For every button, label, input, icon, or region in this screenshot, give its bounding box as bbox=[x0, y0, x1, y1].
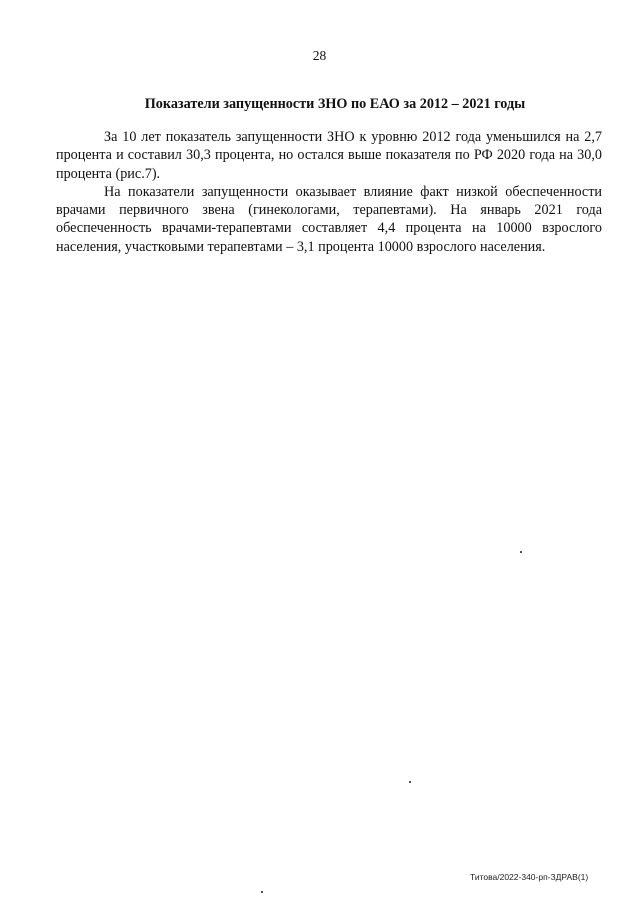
paragraph-2: На показатели запущенности оказывает влияние факт низкой обеспеченности врачами первичного звена (гинекологами, терапевтами). На январь 2021 года обеспеченность врачами-терапевтами составляет 4,4 процента на 10000 взрослого населения, участковыми терапевтами – 3,1 процента 10000 взрослого населения. bbox=[56, 183, 602, 255]
scan-speck bbox=[409, 781, 411, 783]
page-number: 28 bbox=[312, 48, 327, 63]
scan-speck bbox=[261, 891, 263, 893]
body-text bbox=[56, 128, 602, 256]
paragraph-1: За 10 лет показатель запущенности ЗНО к уровню 2012 года уменьшился на 2,7 процента и составил 30,3 процента, но остался выше показателя по РФ 2020 года на 30,0 процента (рис.7). bbox=[56, 129, 602, 182]
section-title: Показатели запущенности ЗНО по ЕАО за 2012 – 2021 годы bbox=[144, 96, 526, 112]
scan-speck bbox=[520, 551, 522, 553]
document-reference: Титова/2022-340-рп-ЗДРАВ(1) bbox=[470, 872, 589, 882]
